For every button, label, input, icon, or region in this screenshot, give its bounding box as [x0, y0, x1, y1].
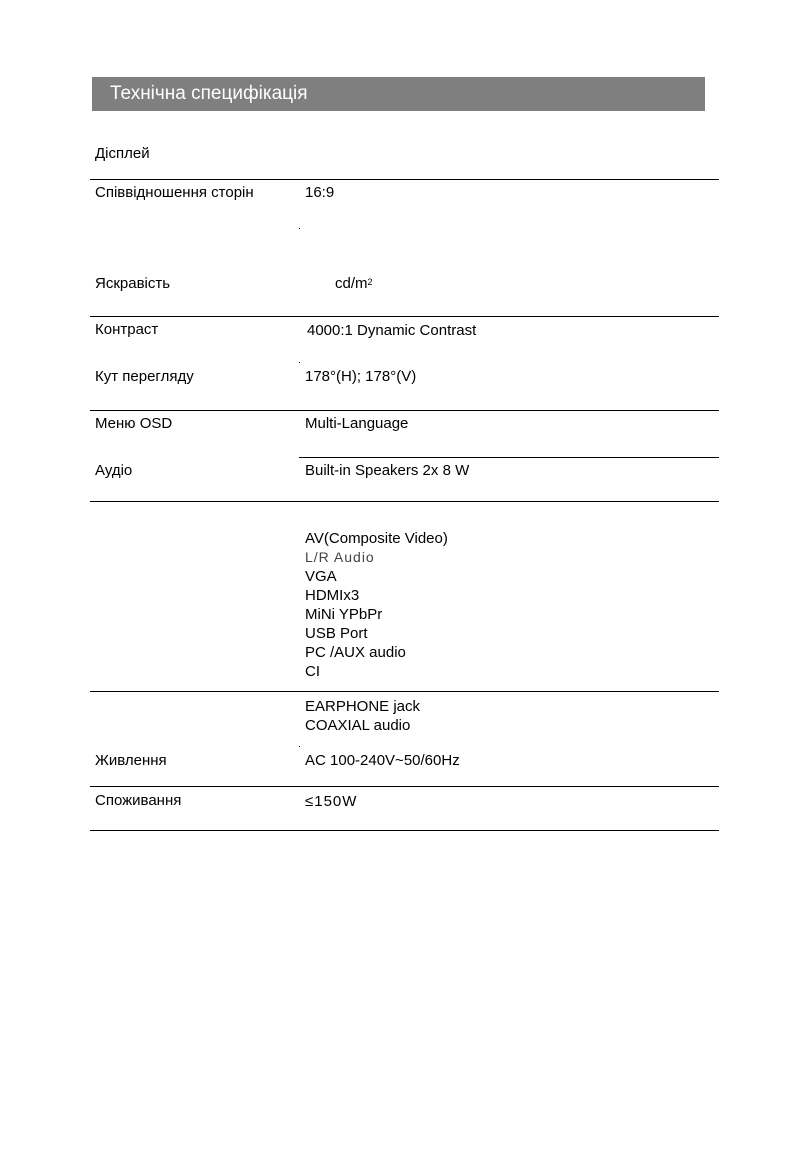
input-item: VGA — [305, 568, 337, 585]
aspect-ratio-label: Співвідношення сторін — [95, 184, 254, 201]
input-item: L/R Audio — [305, 549, 375, 565]
viewing-angle-label: Кут перегляду — [95, 368, 194, 385]
divider — [90, 501, 719, 502]
output-item: COAXIAL audio — [305, 717, 411, 734]
power-label: Живлення — [95, 752, 167, 769]
input-item: USB Port — [305, 625, 368, 642]
divider — [90, 786, 719, 787]
input-item: CI — [305, 663, 320, 680]
viewing-angle-value: 178°(H); 178°(V) — [305, 368, 417, 385]
output-item: EARPHONE jack — [305, 698, 421, 715]
osd-menu-value: Multi-Language — [305, 415, 409, 432]
divider — [299, 457, 719, 458]
dot-mark — [299, 228, 300, 229]
input-item: AV(Composite Video) — [305, 530, 448, 547]
input-item: PC /AUX audio — [305, 644, 406, 661]
divider — [90, 410, 719, 411]
consumption-label: Споживання — [95, 792, 182, 809]
brightness-unit-sup: 2 — [367, 277, 373, 287]
dot-mark — [299, 746, 300, 747]
brightness-label: Яскравість — [95, 275, 171, 292]
brightness-unit — [335, 275, 373, 293]
power-value: AC 100-240V~50/60Hz — [305, 752, 460, 769]
divider — [90, 691, 719, 692]
page-title: Технічна специфікація — [92, 77, 705, 111]
divider — [90, 830, 719, 831]
audio-label: Аудіо — [95, 462, 133, 479]
divider — [90, 316, 719, 317]
audio-value: Built-in Speakers 2x 8 W — [305, 462, 470, 479]
osd-menu-label: Меню OSD — [95, 415, 173, 432]
divider — [90, 179, 719, 180]
section-display-heading: Дісплей — [95, 145, 150, 162]
aspect-ratio-value: 16:9 — [305, 184, 335, 201]
dot-mark — [299, 362, 300, 363]
contrast-value: 4000:1 Dynamic Contrast — [307, 322, 477, 339]
consumption-value: ≤150W — [305, 793, 358, 810]
brightness-unit-text: cd/m — [335, 275, 368, 292]
contrast-label: Контраст — [95, 321, 159, 338]
input-item: HDMIx3 — [305, 587, 360, 604]
input-item: MiNi YPbPr — [305, 606, 383, 623]
